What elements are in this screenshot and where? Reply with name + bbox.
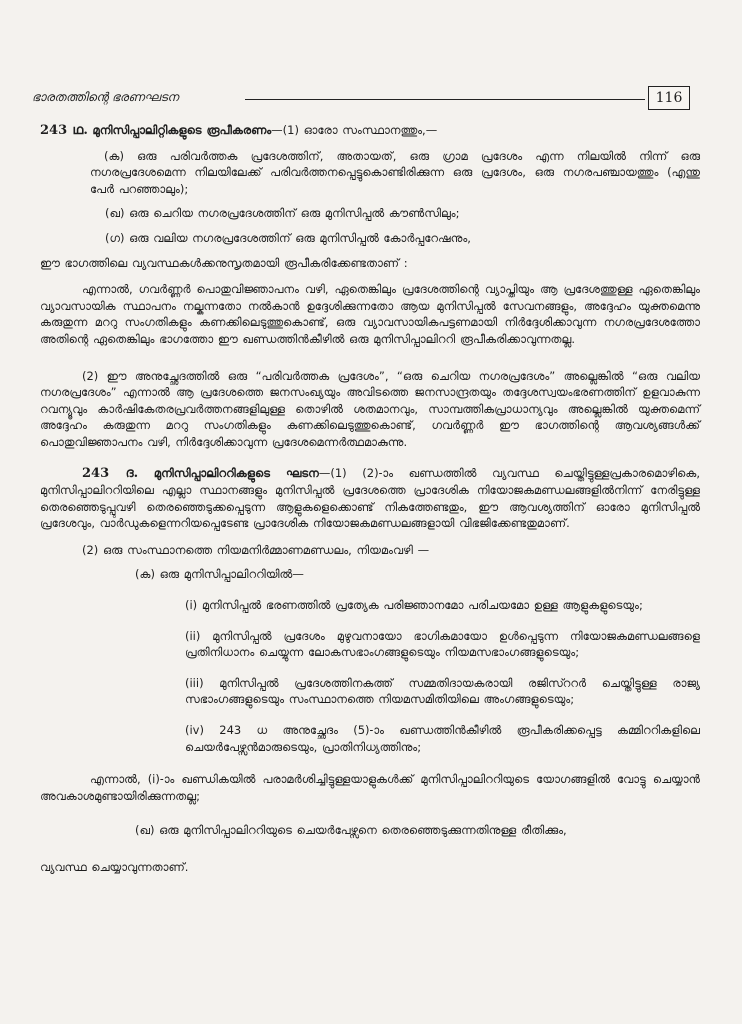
section-243q-heading: [40, 122, 700, 140]
section-number: 243 ദ.: [82, 465, 139, 481]
page-body: [40, 118, 700, 876]
item-i: (i) മുനിസിപ്പൽ ഭരണത്തിൽ പ്രത്യേക പരിജ്ഞാനമോ പരിചയമോ ഉള്ള ആളുകളുടെയും;: [185, 598, 643, 613]
page-number: 116: [648, 86, 690, 110]
section-title: മുനിസിപ്പാലിറ്റികളുടെ രൂപീകരണം: [92, 123, 272, 137]
subclause-ka: (ക) ഒരു മുനിസിപ്പാലിററിയിൽ—: [135, 567, 304, 582]
page-header: [30, 86, 720, 112]
item-iii: (iii) മുനിസിപ്പൽ പ്രദേശത്തിനകത്ത് സമ്മതിദായകരായി രജിസ്ററർ ചെയ്തിട്ടുള്ള രാജ്യ സഭാംഗങ്ങളുടെയും സംസ്ഥാനത്തെ നിയമസമിതിയിലെ അംഗങ്ങളുടെയും;: [185, 675, 700, 707]
section-number: 243 ഥ.: [40, 123, 88, 138]
clause-2-paragraph: (2) ഈ അനുച്ഛേദത്തിൽ ഒരു “പരിവർത്തക പ്രദേശം”, “ഒരു ചെറിയ നഗരപ്രദേശം” അല്ലെങ്കിൽ “ഒരു വലിയ നഗരപ്രദേശം” എന്നാൽ ആ പ്രദേശത്തെ ജനസംഖ്യയും അവിടത്തെ ജനസാന്ദ്രതയും തദ്ദേശസ്വയംഭരണത്തിന് ഉളവാകുന്ന റവന്യൂവും കാർഷികേതരപ്രവർത്തനങ്ങളിലുള്ള തൊഴിൽ ശതമാനവും, സാമ്പത്തികപ്രാധാന്യവും അല്ലെങ്കിൽ യുക്തമെന്ന് അദ്ദേഹം കരുതുന്ന മററു സംഗതികളും കണക്കിലെടുത്തുകൊണ്ട്, ഗവർണ്ണർ ഈ ഭാഗത്തിന്റെ ആവശ്യങ്ങൾക്ക് പൊതുവിജ്ഞാപനം വഴി, നിർദ്ദേശിക്കാവുന്ന പ്രദേശമെന്നർത്ഥമാകുന്നു.: [40, 368, 700, 449]
voting-proviso: എന്നാൽ, (i)-ാം ഖണ്ഡികയിൽ പരാമർശിച്ചിട്ടുള്ളയാളുകൾക്ക് മുനിസിപ്പാലിററിയുടെ യോഗങ്ങളിൽ വോട്ടു ചെയ്യാൻ അവകാശമുണ്ടായിരിക്കുന്നതല്ല;: [40, 772, 700, 803]
item-ii: (ii) മുനിസിപ്പൽ പ്രദേശം മുഴുവനായോ ഭാഗികമായോ ഉൾപ്പെടുന്ന നിയോജകമണ്ഡലങ്ങളെ പ്രതിനിധാനം ചെയ്യുന്ന ലോകസഭാംഗങ്ങളുടെയും നിയമസഭാംഗങ്ങളുടെയും;: [185, 628, 700, 660]
clause-lead-out: ഈ ഭാഗത്തിലെ വ്യവസ്ഥകൾക്കനുസൃതമായി രൂപീകരിക്കേണ്ടതാണ് :: [40, 255, 408, 270]
clause-ga: (ഗ) ഒരു വലിയ നഗരപ്രദേശത്തിന് ഒരു മുനിസിപ്പൽ കോർപ്പറേഷനും,: [105, 230, 471, 245]
running-title: ഭാരതത്തിന്റെ ഭരണഘടന: [32, 90, 179, 104]
clause-2-lead: (2) ഒരു സംസ്ഥാനത്തെ നിയമനിർമ്മാണമണ്ഡലം, നിയമംവഴി —: [82, 542, 430, 557]
clause-ka: (ക) ഒരു പരിവർത്തക പ്രദേശത്തിന്, അതായത്, ഒരു ഗ്രാമ പ്രദേശം എന്ന നിലയിൽ നിന്ന് ഒരു നഗരപ്രദേശമെന്ന നിലയിലേക്ക് പരിവർത്തനപ്പെട്ടുകൊണ്ടിരിക്കുന്ന ഒരു പ്രദേശം, ഒരു നഗരപഞ്ചായത്തും (എന്തു പേർ പറഞ്ഞാലും);: [90, 148, 700, 196]
section-243r-heading: [40, 465, 700, 532]
section-text: —(1) (2)-ാം ഖണ്ഡത്തിൽ വ്യവസ്ഥ ചെയ്തിട്ടുള്ളപ്രകാരമൊഴികെ, മുനിസിപ്പാലിററിയിലെ എല്ലാ സ്ഥാനങ്ങളും മുനിസിപ്പൽ പ്രദേശത്തെ പ്രാദേശിക നിയോജകമണ്ഡലങ്ങളിൽനിന്ന് നേരിട്ടുള്ള തെരഞ്ഞെടുപ്പുവഴി തെരഞ്ഞെടുക്കപ്പെടുന്ന ആളുകളെക്കൊണ്ട് നികത്തേണ്ടതും, ഈ ആവശ്യത്തിന് ഓരോ മുനിസിപ്പൽ പ്രദേശവും, വാർഡുകളെന്നറിയപ്പെടേണ്ട പ്രാദേശിക നിയോജകമണ്ഡലങ്ങളായി വിഭജിക്കേണ്ടതുമാണ്.: [40, 465, 700, 531]
item-iv: (iv) 243 ധ അനുച്ഛേദം (5)-ാം ഖണ്ഡത്തിൻകീഴിൽ രൂപീകരിക്കപ്പെട്ട കമ്മിററികളിലെ ചെയർപേഴ്സൻമാരുടെയും, പ്രാതിനിധ്യത്തിനും;: [185, 723, 700, 754]
header-rule: [245, 99, 645, 100]
subclause-kha: (ഖ) ഒരു മുനിസിപ്പാലിററിയുടെ ചെയർപേഴ്സനെ തെരഞ്ഞെടുക്കുന്നതിനുള്ള രീതിക്കും,: [135, 823, 567, 838]
clause-kha: (ഖ) ഒരു ചെറിയ നഗരപ്രദേശത്തിന് ഒരു മുനിസിപ്പൽ കൗൺസിലും;: [105, 206, 460, 221]
closing-line: വ്യവസ്ഥ ചെയ്യാവുന്നതാണ്.: [40, 860, 189, 874]
proviso-paragraph: എന്നാൽ, ഗവർണ്ണർ പൊതുവിജ്ഞാപനം വഴി, ഏതെങ്കിലും പ്രദേശത്തിന്റെ വ്യാപ്തിയും ആ പ്രദേശത്തുള്ള ഏതെങ്കിലും വ്യാവസായിക സ്ഥാപനം നല്കുന്നതോ നൽകാൻ ഉദ്ദേശിക്കുന്നതോ ആയ മുനിസിപ്പൽ സേവനങ്ങളും, അദ്ദേഹം യുക്തമെന്നു കരുതുന്ന മററു സംഗതികളും കണക്കിലെടുത്തുകൊണ്ട്, ഒരു വ്യാവസായികപട്ടണമായി നിർദ്ദേശിക്കാവുന്ന നഗരപ്രദേശത്തോ അതിന്റെ ഏതെങ്കിലും ഭാഗത്തോ ഈ ഖണ്ഡത്തിൻകീഴിൽ ഒരു മുനിസിപ്പാലിററി രൂപീകരിക്കാവുന്നതല്ല.: [40, 282, 700, 346]
section-lead: —(1) ഓരോ സംസ്ഥാനത്തും,—: [271, 123, 438, 137]
section-title: മുനിസിപ്പാലിററികളുടെ ഘടന: [153, 465, 319, 480]
